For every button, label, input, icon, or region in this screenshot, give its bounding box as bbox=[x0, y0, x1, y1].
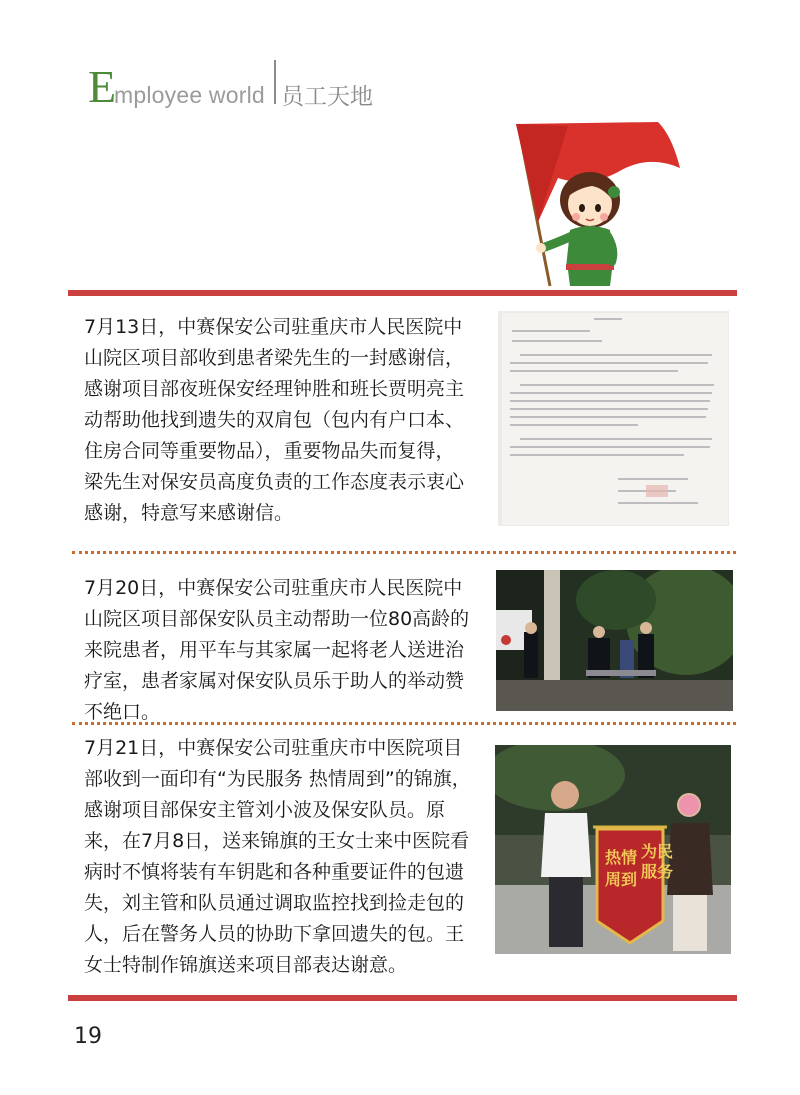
header-chinese: 员工天地 bbox=[281, 84, 373, 110]
header-divider bbox=[274, 60, 276, 104]
page-number: 19 bbox=[74, 1024, 102, 1049]
banner-presentation-image bbox=[495, 745, 731, 954]
header-english: mployee world bbox=[114, 82, 265, 108]
bottom-rule bbox=[68, 995, 737, 1001]
banner-text-right: 为民 bbox=[641, 842, 674, 861]
article-2-text: 7月20日，中赛保安公司驻重庆市人民医院中山院区项目部保安队员主动帮助一位80高龄的来院患者，用平车与其家属一起将老人送进治疗室，患者家属对保安队员乐于助人的举动赞不绝口。 bbox=[84, 577, 470, 723]
article-3-photo bbox=[495, 745, 731, 954]
banner-text-left-2: 周到 bbox=[605, 870, 638, 889]
banner-text-right-2: 服务 bbox=[641, 862, 674, 881]
article-1-text: 7月13日，中赛保安公司驻重庆市人民医院中山院区项目部收到患者梁先生的一封感谢信，感谢项目部夜班保安经理钟胜和班长贾明亮主动帮助他找到遗失的双肩包（包内有户口本、住房合同等重要物品），重要物品失而复得，梁先生对保安员高度负责的工作态度表示衷心感谢，特意写来感谢信。 bbox=[84, 316, 465, 524]
top-rule bbox=[68, 290, 737, 296]
header-initial: E bbox=[88, 61, 117, 112]
banner-text-left: 热情 bbox=[605, 848, 638, 867]
thank-you-letter-image bbox=[498, 311, 729, 526]
article-2-photo bbox=[496, 570, 733, 711]
dotted-divider-1 bbox=[72, 551, 736, 554]
flag-girl-illustration bbox=[508, 118, 688, 290]
night-scene-image bbox=[496, 570, 733, 711]
article-1-photo bbox=[498, 311, 729, 526]
article-3-text: 7月21日，中赛保安公司驻重庆市中医院项目部收到一面印有“为民服务 热情周到”的锦旗，感谢项目部保安主管刘小波及保安队员。原来，在7月8日，送来锦旗的王女士来中医院看病时不慎将装有车钥匙和各种重要证件的包遗失，刘主管和队员通过调取监控找到捡走包的人，后在警务人员的协助下拿回遗失的包。王女士特制作锦旗送来项目部表达谢意。 bbox=[84, 737, 471, 976]
dotted-divider-2 bbox=[72, 722, 736, 725]
